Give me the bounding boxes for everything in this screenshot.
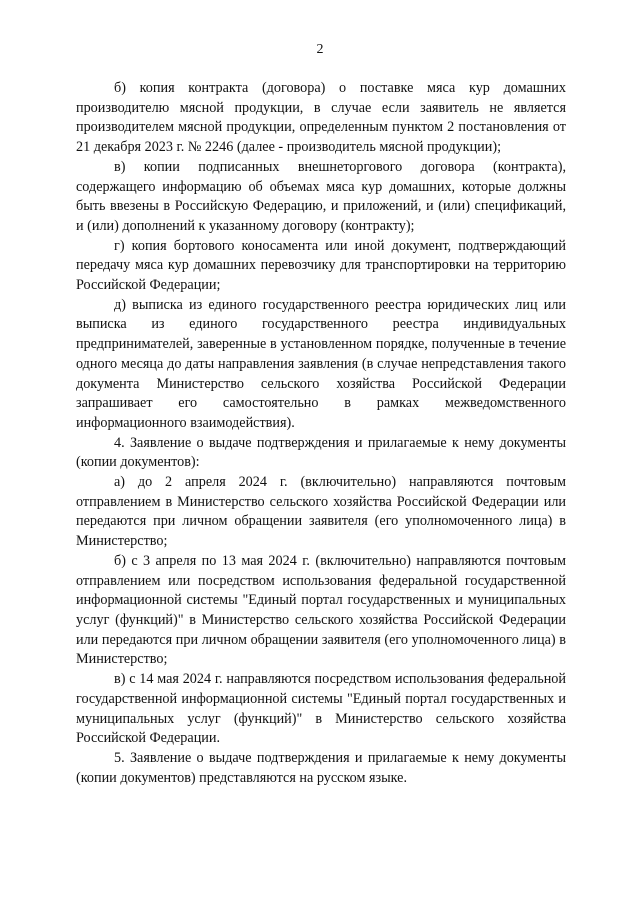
paragraph-4-submission: 4. Заявление о выдаче подтверждения и прилагаемые к нему документы (копии документов): (76, 434, 566, 471)
paragraph-b-contract-copy: б) копия контракта (договора) о поставке мяса кур домашних производителю мясной продукции, в случае если заявитель не является производителем мясной продукции, определенным пунктом 2 постановления от 21 декабря 2023 г. № 2246 (далее - производитель мясной продукции); (76, 80, 566, 156)
paragraph-b-april-may: б) с 3 апреля по 13 мая 2024 г. (включительно) направляются почтовым отправлением или посредством использования федеральной государственной информационной системы "Единый портал государственных и муниципальных услуг (функций)" в Министерство сельского хозяйства Российской Федерации или передаются при личном обращении заявителя (его уполномоченного лица) в Министерство; (76, 552, 566, 668)
paragraph-d-registry-extract: д) выписка из единого государственного реестра юридических лиц или выписка из единого государственного реестра индивидуальных предпринимателей, заверенные в установленном порядке, полученные в течение одного месяца до даты направления заявления (в случае непредставления такого документа Министерство сельского хозяйства Российской Федерации запрашивает его самостоятельно в рамках межведомственного информационного взаимодействия). (76, 296, 566, 431)
paragraph-v-trade-agreement: в) копии подписанных внешнеторгового договора (контракта), содержащего информацию об объемах мяса кур домашних, которые должны быть ввезены в Российскую Федерацию, и приложений, и (или) спецификаций, и (или) дополнений к указанному договору (контракту); (76, 158, 566, 234)
document-body (76, 79, 566, 788)
page-number: 2 (316, 42, 324, 57)
paragraph-v-from-may: в) с 14 мая 2024 г. направляются посредством использования федеральной государственной информационной системы "Единый портал государственных и муниципальных услуг (функций)" в Министерство сельского хозяйства Российской Федерации. (76, 671, 566, 747)
paragraph-g-bill-of-lading: г) копия бортового коносамента или иной документ, подтверждающий передачу мяса кур домашних перевозчику для транспортировки на территорию Российской Федерации; (76, 237, 566, 294)
paragraph-a-until-april: а) до 2 апреля 2024 г. (включительно) направляются почтовым отправлением в Министерство сельского хозяйства Российской Федерации или передаются при личном обращении заявителя (его уполномоченного лица) в Министерство; (76, 474, 566, 550)
paragraph-5-language: 5. Заявление о выдаче подтверждения и прилагаемые к нему документы (копии документов) представляются на русском языке. (76, 749, 566, 786)
